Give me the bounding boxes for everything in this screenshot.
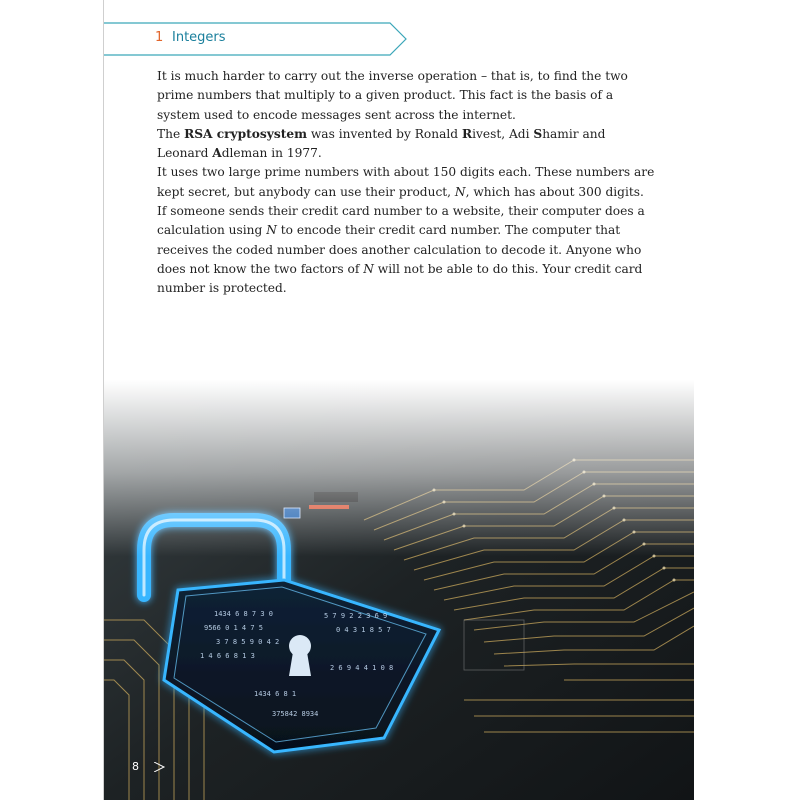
chapter-title: Integers xyxy=(172,30,226,45)
chapter-number: 1 xyxy=(155,30,164,45)
page-number: 8 xyxy=(132,760,139,773)
textbook-page xyxy=(104,0,694,800)
paragraph-credit-card: If someone sends their credit card number to a website, their computer does a calculation using N to encode their credit card number. The computer that receives the coded number does another calculation to decode it. Anyone who does not know the two factors of N will not be able to do this. Your credit card number is protected. xyxy=(157,204,645,296)
key-term-rsa: RSA cryptosystem xyxy=(184,126,307,141)
page-number-marker xyxy=(154,762,168,772)
chapter-header-tab xyxy=(104,22,408,56)
padlock-circuit-illustration xyxy=(104,380,694,800)
chapter-header xyxy=(104,22,406,54)
paragraph-prime-numbers: It uses two large prime numbers with about 150 digits each. These numbers are kept secret, but anybody can use their product, N, which has about 300 digits. xyxy=(157,165,655,199)
paragraph-inverse-operation: It is much harder to carry out the inverse operation – that is, to find the two prime numbers that multiply to a given product. This fact is the basis of a system used to encode messages sent across the internet. xyxy=(157,69,628,122)
paragraph-rsa-invention: The RSA cryptosystem was invented by Ronald Rivest, Adi Shamir and Leonard Adleman in 1977. xyxy=(157,126,606,161)
body-text xyxy=(157,67,657,299)
